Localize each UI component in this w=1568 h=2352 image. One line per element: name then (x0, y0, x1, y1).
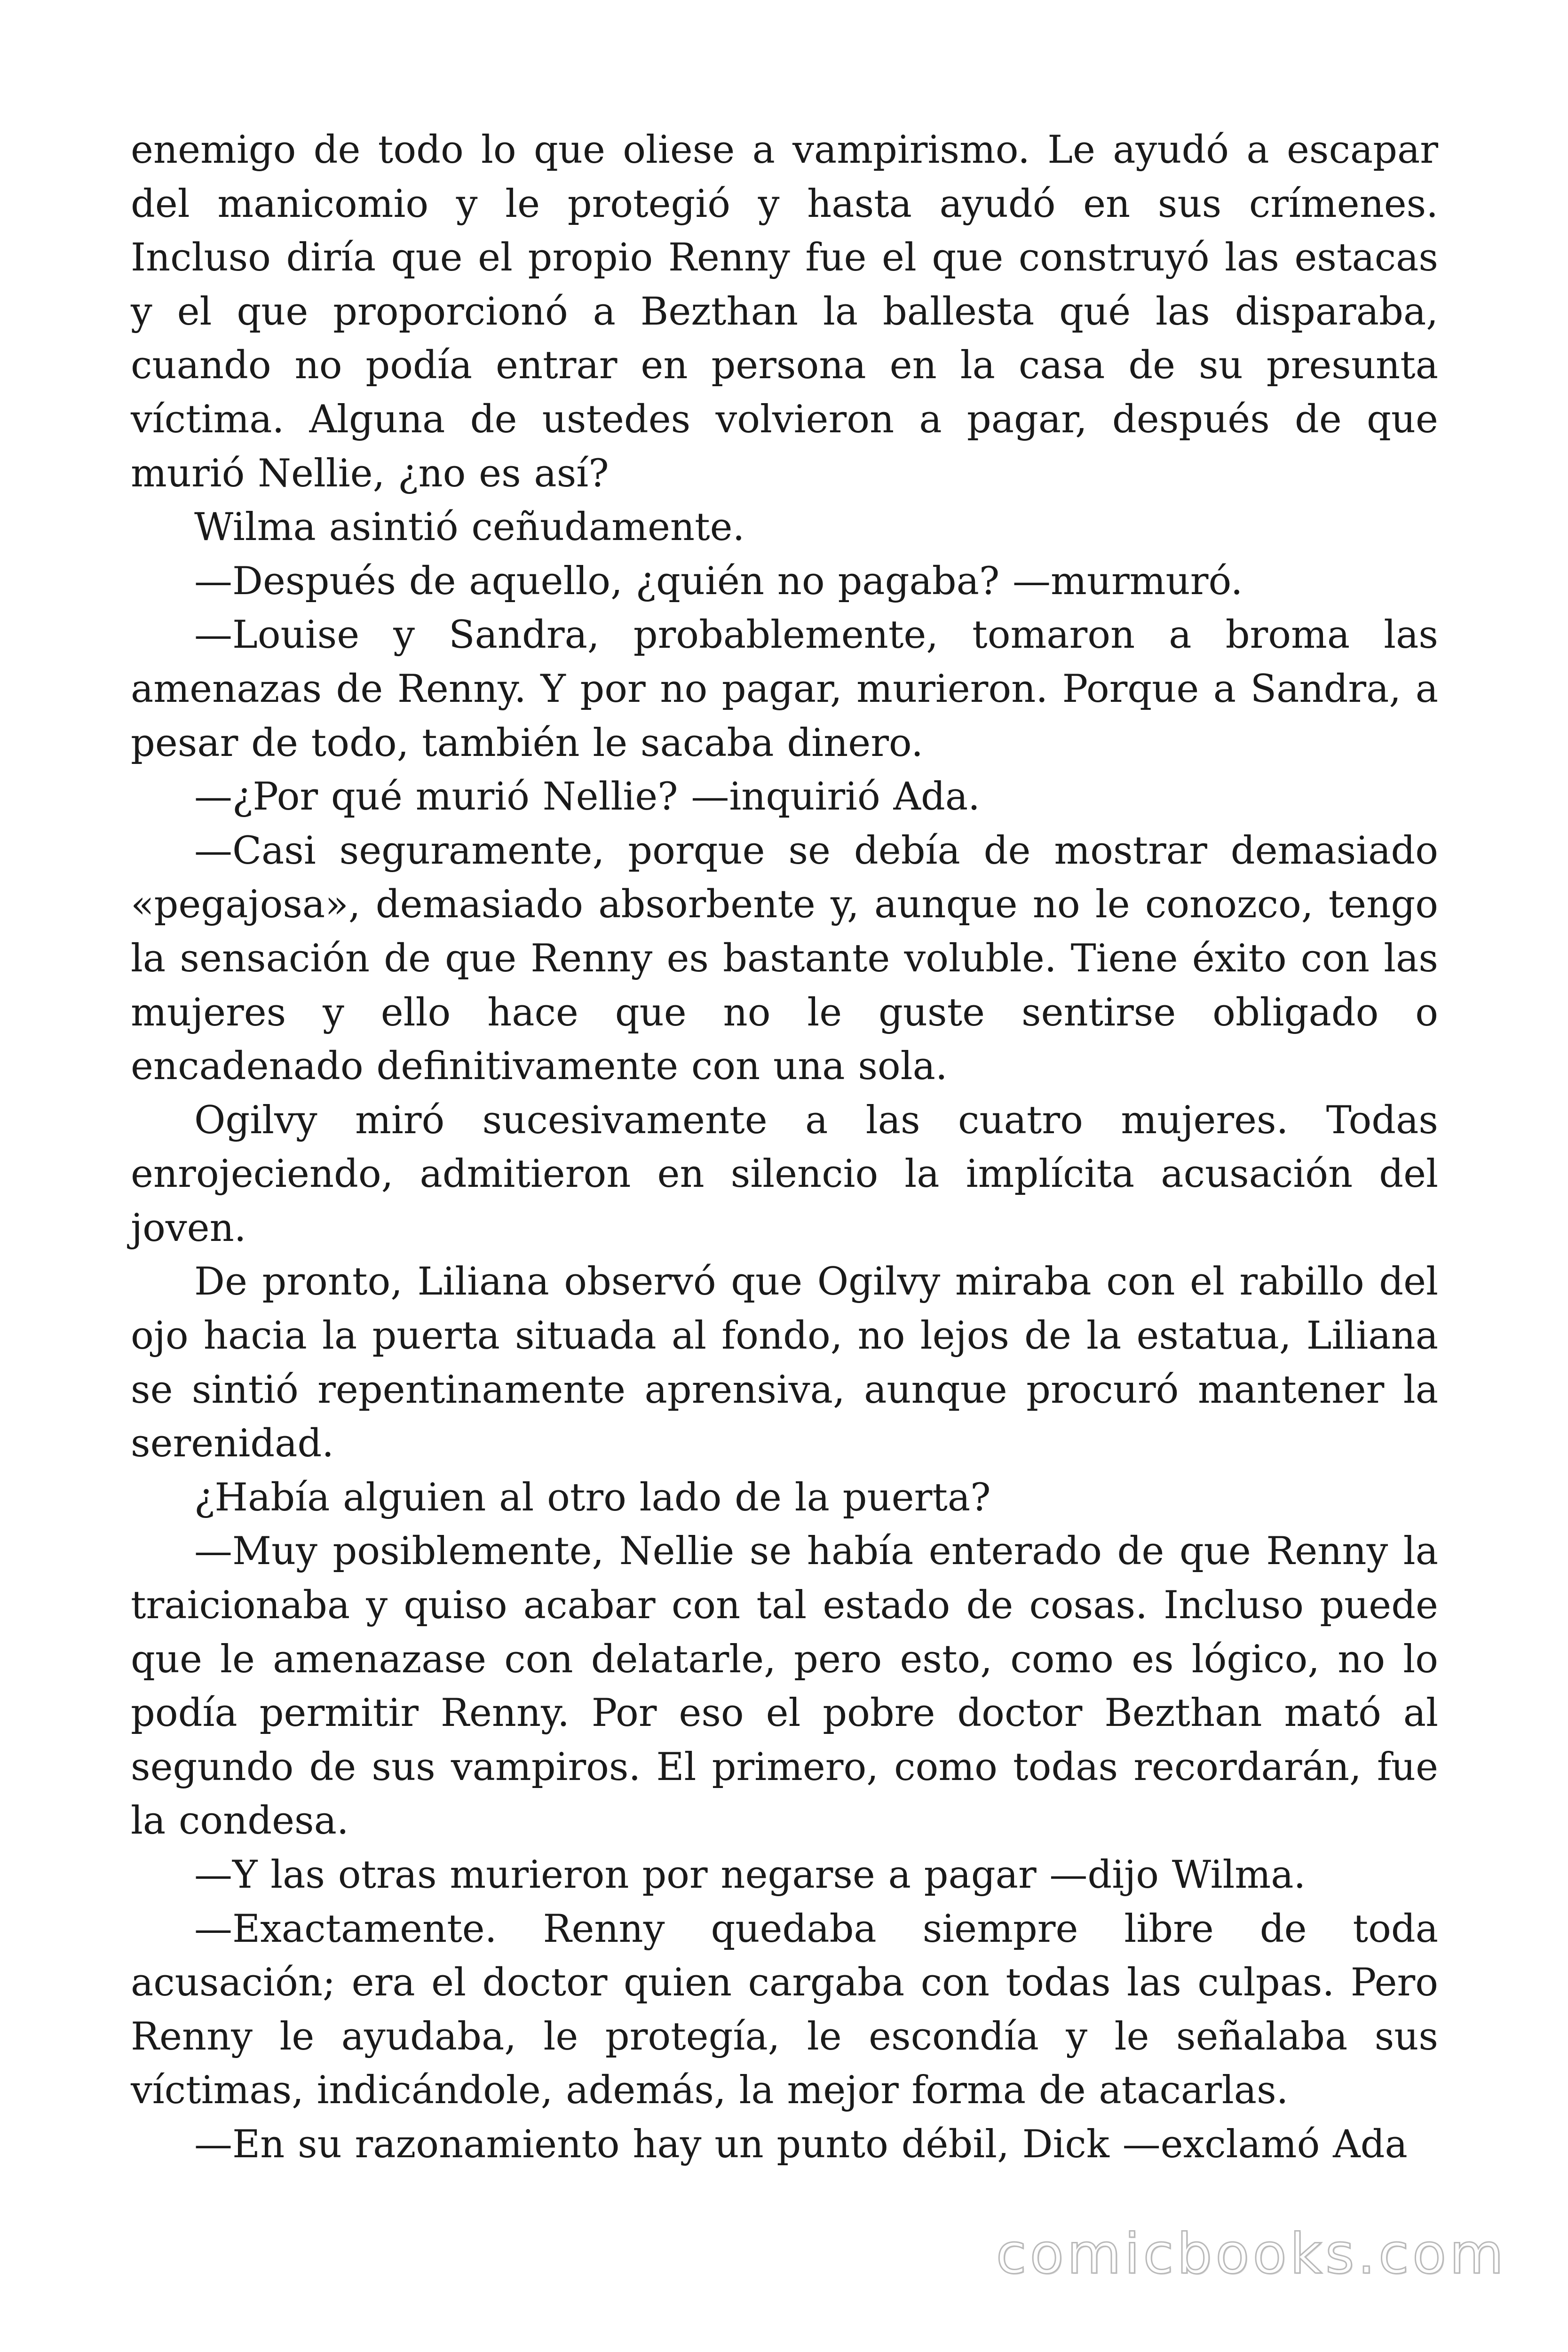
paragraph: —Exactamente. Renny quedaba siempre libre de toda acusación; era el doctor quien cargaba con todas las culpas. Pero Renny le ayudaba, le protegía, le escondía y le señalaba sus víctimas, indicándole, además, la mejor forma de atacarlas. (131, 1907, 1438, 2113)
paragraph: —Y las otras murieron por negarse a pagar —dijo Wilma. (194, 1853, 1306, 1897)
paragraph: —Casi seguramente, porque se debía de mostrar demasiado «pegajosa», demasiado absorbente y, aunque no le conozco, tengo la sensación de que Renny es bastante voluble. Tiene éxito con las mujeres y ello hace que no le guste sentirse obligado o encadenado definitivamente con una sola. (131, 828, 1438, 1089)
watermark-logo: comicbooks.com (996, 2221, 1507, 2286)
paragraph: —Muy posiblemente, Nellie se había enterado de que Renny la traicionaba y quiso acabar con tal estado de cosas. Incluso puede que le amenazase con delatarle, pero esto, como es lógico, no lo podía permitir Renny. Por eso el pobre doctor Bezthan mató al segundo de sus vampiros. El primero, como todas recordarán, fue la condesa. (131, 1529, 1438, 1843)
paragraph-continuation: enemigo de todo lo que oliese a vampirismo. Le ayudó a escapar del manicomio y le protegió y hasta ayudó en sus crímenes. Incluso diría que el propio Renny fue el que construyó las estacas y el que proporcionó a Bezthan la ballesta qué las disparaba, cuando no podía entrar en persona en la casa de su presunta víctima. Alguna de ustedes volvieron a pagar, después de que murió Nellie, ¿no es así? (131, 128, 1438, 496)
paragraph: De pronto, Liliana observó que Ogilvy miraba con el rabillo del ojo hacia la puerta situada al fondo, no lejos de la estatua, Liliana se sintió repentinamente aprensiva, aunque procuró mantener la serenidad. (131, 1260, 1438, 1466)
paragraph: —Louise y Sandra, probablemente, tomaron a broma las amenazas de Renny. Y por no pagar, murieron. Porque a Sandra, a pesar de todo, también le sacaba dinero. (131, 613, 1438, 765)
paragraph: Ogilvy miró sucesivamente a las cuatro mujeres. Todas enrojeciendo, admitieron en silencio la implícita acusación del joven. (131, 1098, 1438, 1250)
paragraph: —Después de aquello, ¿quién no pagaba? —murmuró. (194, 559, 1243, 604)
paragraph-last: —En su razonamiento hay un punto débil, Dick —exclamó Ada (194, 2122, 1408, 2167)
paragraph: —¿Por qué murió Nellie? —inquirió Ada. (194, 775, 980, 819)
page-text-body (131, 123, 1438, 2172)
paragraph: Wilma asintió ceñudamente. (194, 505, 745, 550)
paragraph: ¿Había alguien al otro lado de la puerta? (194, 1475, 991, 1520)
